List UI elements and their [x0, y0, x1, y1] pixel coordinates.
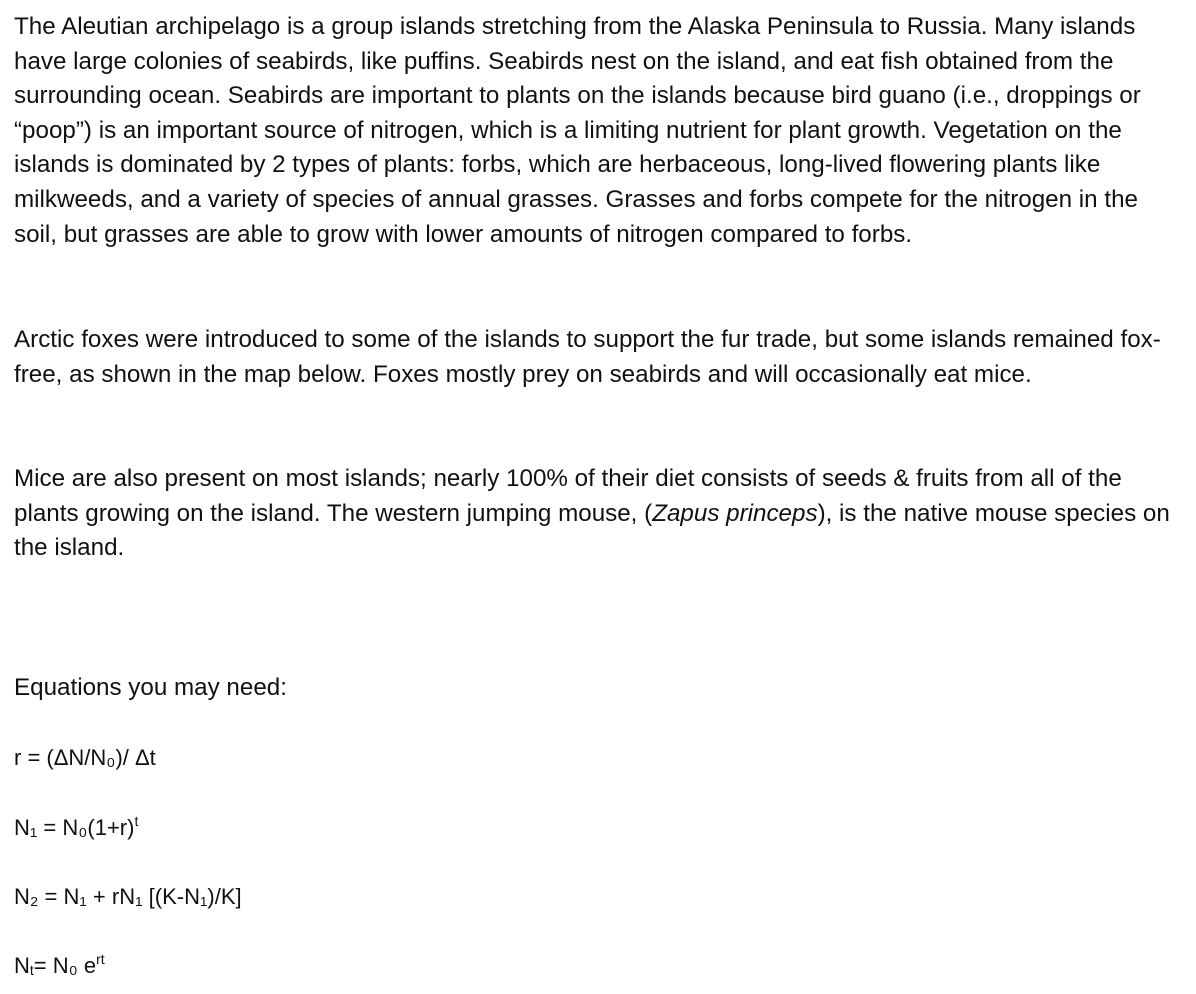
paragraph-mice-text-1: Mice are also present on most islands; nearly 100% of their diet consists of seeds & fruits from all of the plants growing on the island. The western jumping mouse, (: [14, 465, 1122, 527]
equations-heading: Equations you may need:: [14, 674, 287, 701]
equation-exponential-exponent: rt: [96, 951, 105, 967]
paragraph-mice: [14, 462, 1184, 566]
equation-geometric-growth: [14, 813, 138, 843]
paragraph-mice-text-2: ), is the native mouse species on the island.: [14, 499, 1170, 562]
equation-exponential-rhs: = N₀ e: [33, 953, 97, 978]
equation-exponential-subscript: t: [29, 962, 34, 978]
paragraph-archipelago: The Aleutian archipelago is a group islands stretching from the Alaska Peninsula to Russia. Many islands have large colonies of seabirds, like puffins. Seabirds nest on the island, and eat fish obtained from the surrounding ocean. Seabirds are important to plants on the islands because bird guano (i.e., droppings or “poop”) is an important source of nitrogen, which is a limiting nutrient for plant growth. Vegetation on the islands is dominated by 2 types of plants: forbs, which are herbaceous, long-lived flowering plants like milkweeds, and a variety of species of annual grasses. Grasses and forbs compete for the nitrogen in the soil, but grasses are able to grow with lower amounts of nitrogen compared to forbs.: [14, 13, 1141, 248]
equation-growth-rate: r = (ΔN/N₀)/ Δt: [14, 745, 156, 770]
paragraph-arctic-foxes: Arctic foxes were introduced to some of the islands to support the fur trade, but some islands remained fox-free, as shown in the map below. Foxes mostly prey on seabirds and will occasionally eat mice.: [14, 326, 1161, 388]
equation-exponential-growth: [14, 951, 105, 981]
equation-logistic-growth: N₂ = N₁ + rN₁ [(K-N₁)/K]: [14, 884, 242, 909]
equation-geometric-growth-base: N₁ = N₀(1+r): [14, 815, 135, 840]
equation-exponential-N: N: [14, 953, 30, 978]
species-name: Zapus princeps: [652, 499, 818, 527]
equation-geometric-growth-exponent: t: [134, 813, 139, 829]
